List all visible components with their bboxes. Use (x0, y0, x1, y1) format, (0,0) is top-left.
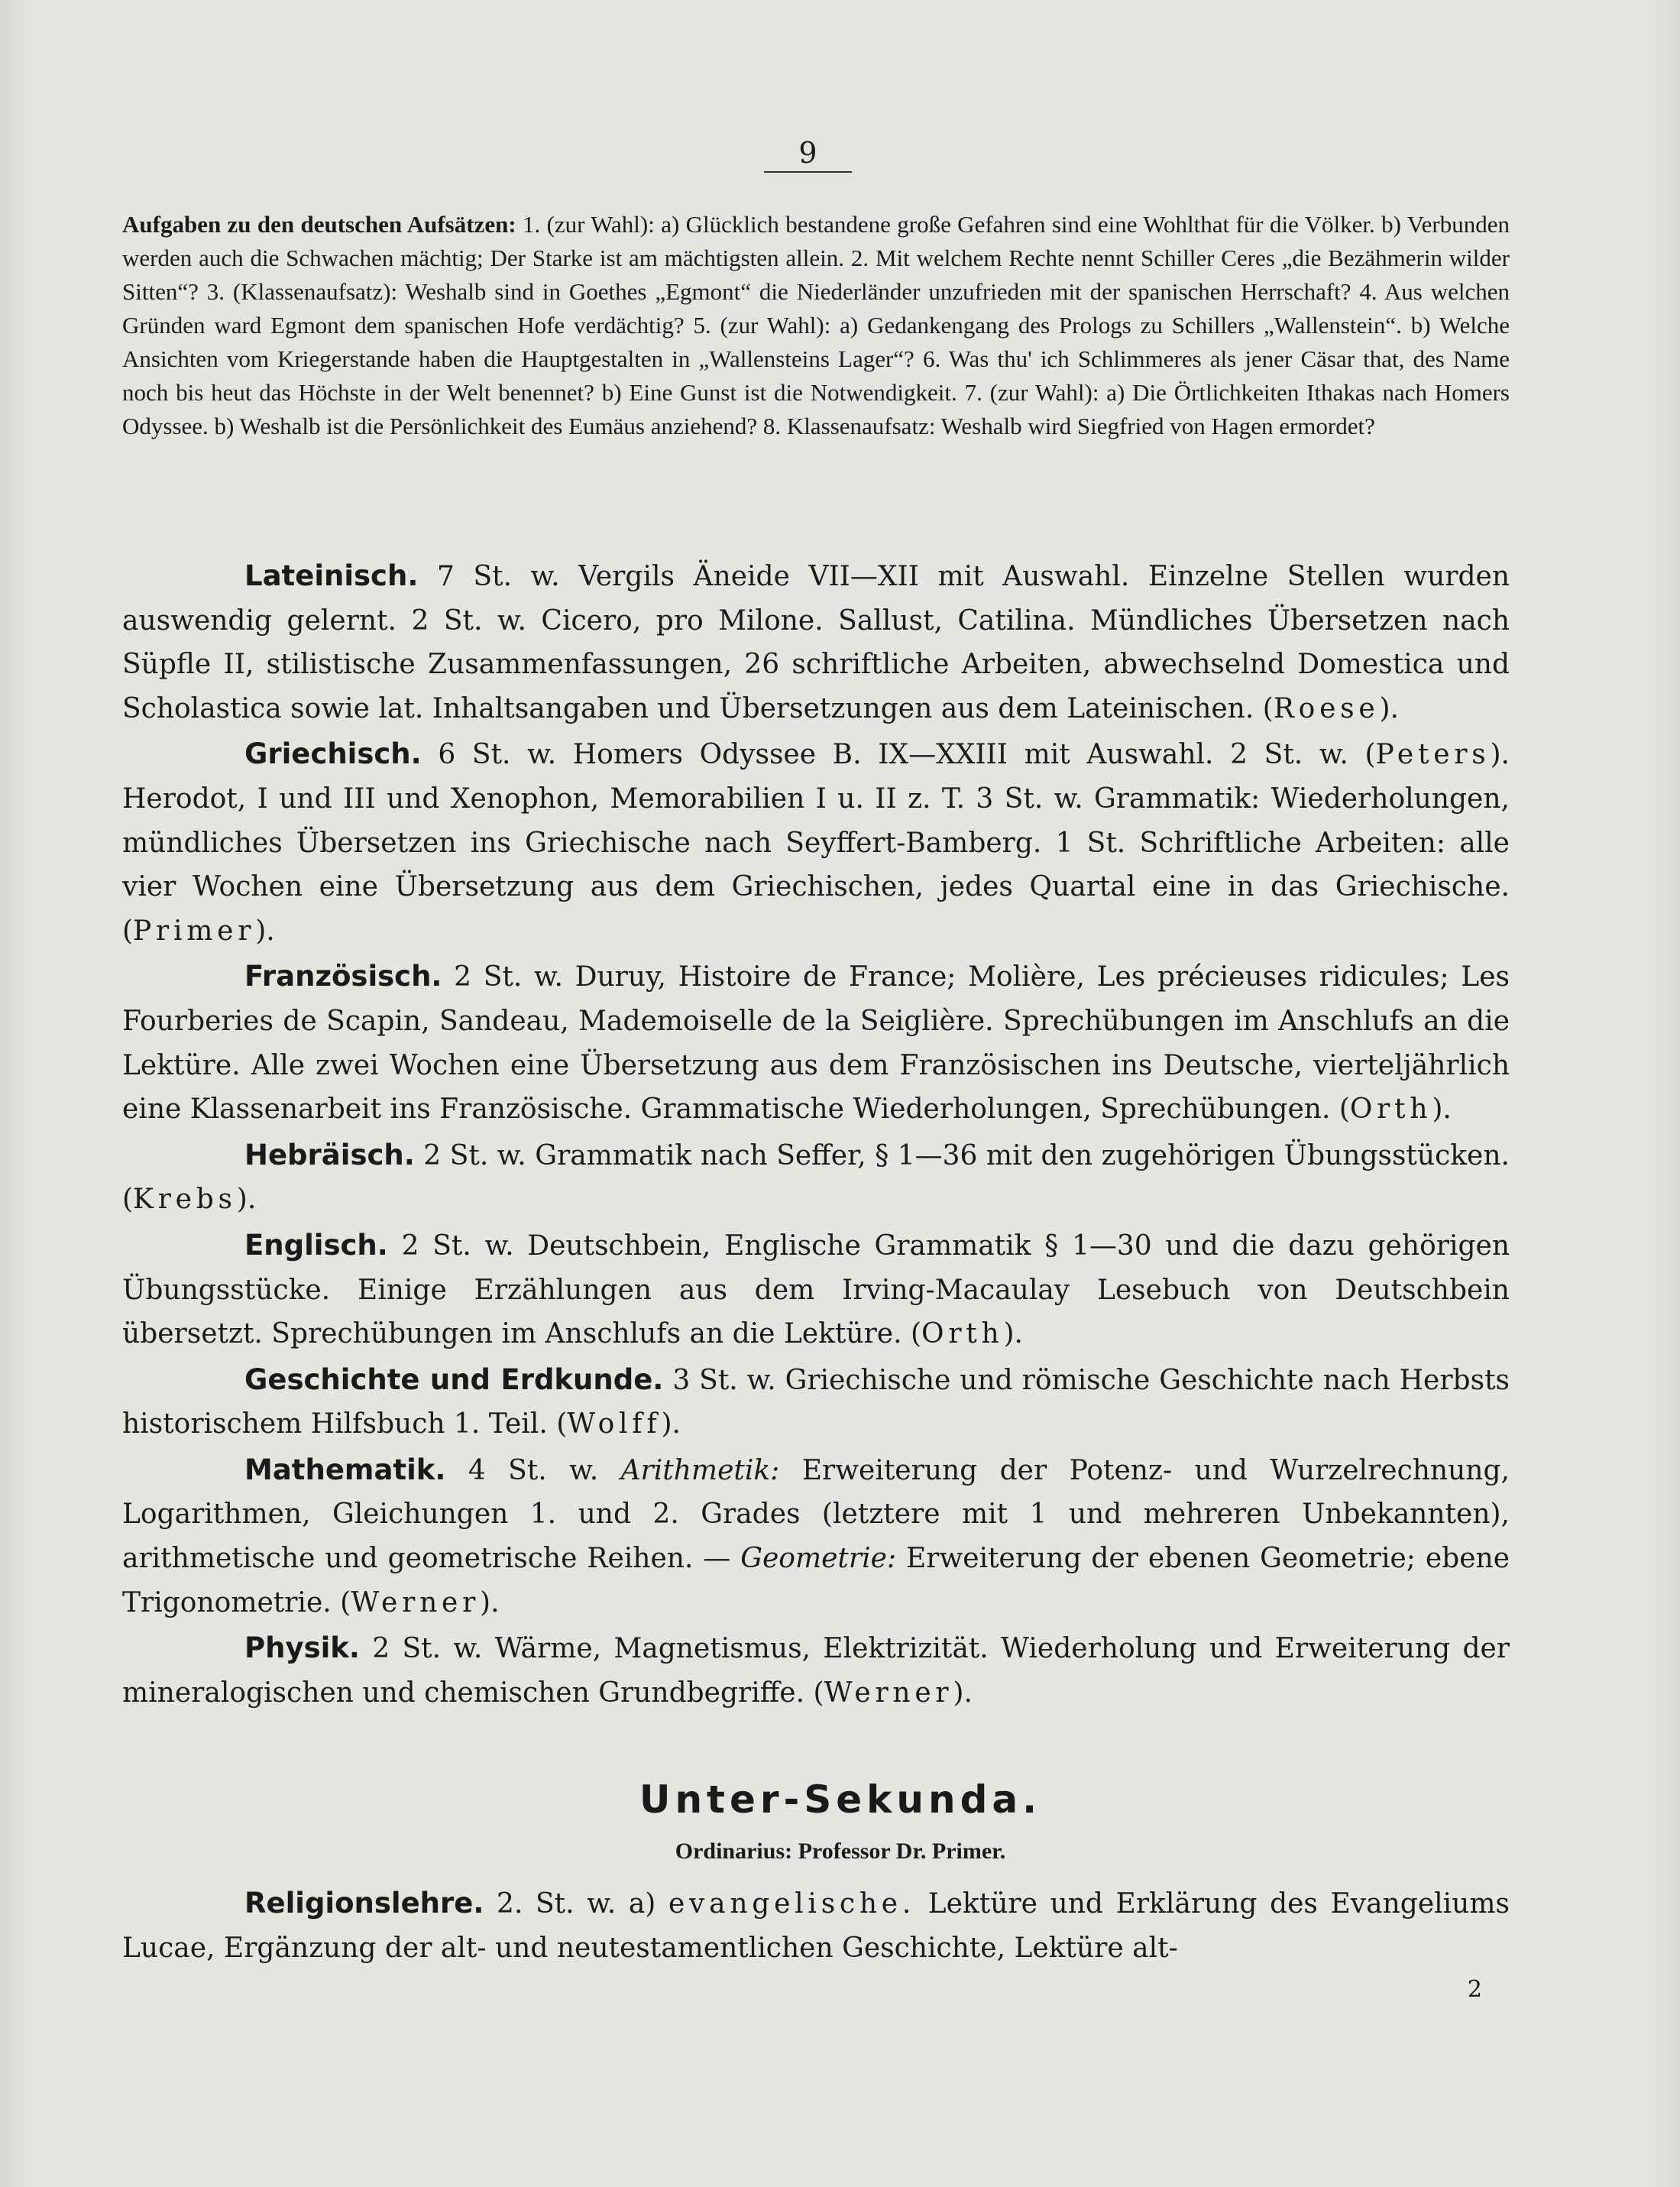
denomination-label: evangelische. (668, 1888, 916, 1920)
teacher-name: Werner (824, 1677, 953, 1709)
subjects-block (122, 554, 1510, 1716)
section-ordinarius: Ordinarius: Professor Dr. Primer. (675, 1839, 1006, 1864)
subject-englisch: Englisch. 2 St. w. Deutschbein, Englische Grammatik § 1—30 und die dazu gehörigen Übungsstücke. Einige Erzählungen aus dem Irving-Macaulay Lesebuch von Deutschbein übersetzt. Sprechübungen im Anschlufs an die Lektüre. (Orth). (122, 1228, 1510, 1350)
subject-heading: Mathematik. (244, 1453, 446, 1486)
essay-topics-paragraph (122, 208, 1510, 443)
essay-topics-lead: Aufgaben zu den deutschen Aufsätzen: (122, 211, 516, 238)
subject-text: 2. St. w. a) (497, 1888, 656, 1920)
subject-text: 2 St. w. Duruy, Histoire de France; Molière, Les précieuses ridicules; Les Fourberies de Scapin, Sandeau, Mademoiselle de la Seiglière. Sprechübungen im Anschlufs an die Lektüre. Alle zwei Wochen eine Übersetzung aus dem Französischen ins Deutsche, vierteljährlich eine Klassenarbeit ins Französische. Grammatische Wiederholungen, Sprechübungen. (122, 961, 1510, 1126)
teacher-name: Wolff (567, 1408, 662, 1440)
subject-text: 7 St. w. Vergils Äneide VII—XII mit Auswahl. Einzelne Stellen wurden auswendig gelernt. 2 St. w. Cicero, pro Milone. Sallust, Catilina. Mündliches Übersetzen nach Süpfle II, stilistische Zusammenfassungen, 26 schriftliche Arbeiten, abwechselnd Domestica und Scholastica sowie lat. Inhaltsangaben und Übersetzungen aus dem Lateinischen. (122, 561, 1510, 724)
subject-label-geometrie: Geometrie: (740, 1543, 897, 1575)
teacher-name: Roese (1273, 692, 1380, 724)
subject-text: 2 St. w. Deutschbein, Englische Grammatik § 1—30 und die dazu gehörigen Übungsstücke. Einige Erzählungen aus dem Irving-Macaulay Lesebuch von Deutschbein übersetzt. Sprechübungen im Anschlufs an die Lektüre. (122, 1230, 1510, 1350)
subject-text: 3 St. w. Griechische und römische Geschichte nach Herbsts historischem Hilfsbuch 1. Teil. (122, 1364, 1510, 1440)
sheet-signature: 2 (1467, 1976, 1482, 2003)
subject-franzoesisch: Französisch. 2 St. w. Duruy, Histoire de France; Molière, Les précieuses ridicules; Les Fourberies de Scapin, Sandeau, Mademoiselle de la Seiglière. Sprechübungen im Anschlufs an die Lektüre. Alle zwei Wochen eine Übersetzung aus dem Französischen ins Deutsche, vierteljährlich eine Klassenarbeit ins Französische. Grammatische Wiederholungen, Sprechübungen. (Orth). (122, 960, 1510, 1126)
page-number-rule (764, 171, 852, 173)
subject-text-2: Herodot, I und III und Xenophon, Memorabilien I u. II z. T. 3 St. w. Grammatik: Wiederholungen, mündliches Übersetzen ins Griechische nach Seyffert-Bamberg. 1 St. Schriftliche Arbeiten: alle vier Wochen eine Übersetzung aus dem Griechischen, jedes Quartal eine in das Griechische. (122, 782, 1510, 903)
teacher-name: Primer (133, 915, 256, 947)
page-number: 9 (798, 136, 817, 170)
subject-heading: Englisch. (244, 1228, 388, 1262)
teacher-name: Orth (921, 1318, 1004, 1350)
essay-topics-text: 1. (zur Wahl): a) Glücklich bestandene große Gefahren sind eine Wohlthat für die Völker. b) Verbunden werden auch die Schwachen mächtig; Der Starke ist am mächtigsten allein. 2. Mit welchem Rechte nennt Schiller Ceres „die Bezähmerin wilder Sitten“? 3. (Klassenaufsatz): Weshalb sind in Goethes „Egmont“ die Niederländer unzufrieden mit der spanischen Herrschaft? 4. Aus welchen Gründen ward Egmont dem spanischen Hofe verdächtig? 5. (zur Wahl): a) Gedankengang des Prologs zu Schillers „Wallenstein“. b) Welche Ansichten vom Kriegerstande haben die Hauptgestalten in „Wallensteins Lager“? 6. Was thu' ich Schlimmeres als jener Cäsar that, des Name noch bis heut das Höchste in der Welt benennet? b) Eine Gunst ist die Notwendigkeit. 7. (zur Wahl): a) Die Örtlichkeiten Ithakas nach Homers Odyssee. b) Weshalb ist die Persönlichkeit des Eumäus anziehend? 8. Klassenaufsatz: Weshalb wird Siegfried von Hagen ermordet? (122, 211, 1510, 439)
subject-mathematik: Mathematik. 4 St. w. Arithmetik: Erweiterung der Potenz- und Wurzelrechnung, Logarithmen, Gleichungen 1. und 2. Grades (letztere mit 1 und mehreren Unbekannten), arithmetische und geometrische Reihen. — Geometrie: Erweiterung der ebenen Geometrie; ebene Trigonometrie. (Werner). (122, 1453, 1510, 1618)
subject-griechisch: Griechisch. 6 St. w. Homers Odyssee B. IX—XXIII mit Auswahl. 2 St. w. (Peters). Herodot, I und III und Xenophon, Memorabilien I u. II z. T. 3 St. w. Grammatik: Wiederholungen, mündliches Übersetzen ins Griechische nach Seyffert-Bamberg. 1 St. Schriftliche Arbeiten: alle vier Wochen eine Übersetzung aus dem Griechischen, jedes Quartal eine in das Griechische. (Primer). (122, 737, 1510, 947)
teacher-name: Krebs (133, 1184, 237, 1216)
subject-hebraeisch: Hebräisch. 2 St. w. Grammatik nach Seffer, § 1—36 mit den zugehörigen Übungsstücken. (Krebs). (122, 1138, 1510, 1216)
subject-geschichte: Geschichte und Erdkunde. 3 St. w. Griechische und römische Geschichte nach Herbsts historischem Hilfsbuch 1. Teil. (Wolff). (122, 1362, 1510, 1440)
subject-text-2: Lektüre und Erklärung des Evangeliums Lucae, Ergänzung der alt- und neutestamentlichen Geschichte, Lektüre alt- (122, 1888, 1510, 1964)
subject-text: 2 St. w. Wärme, Magnetismus, Elektrizität. Wiederholung und Erweiterung der mineralogischen und chemischen Grundbegriffe. (122, 1633, 1510, 1709)
teacher-name: Werner (351, 1586, 481, 1618)
subject-heading: Französisch. (244, 960, 442, 993)
subject-heading: Lateinisch. (244, 559, 419, 592)
subject-text: Erweiterung der Potenz- und Wurzelrechnung, Logarithmen, Gleichungen 1. und 2. Grades (letztere mit 1 und mehreren Unbekannten), arithmetische und geometrische Reihen. — (122, 1454, 1510, 1575)
subject-text: 2 St. w. Grammatik nach Seffer, § 1—36 mit den zugehörigen Übungsstücken. (423, 1139, 1510, 1171)
subject-religion (122, 1881, 1510, 1970)
subject-physik: Physik. 2 St. w. Wärme, Magnetismus, Elektrizität. Wiederholung und Erweiterung der mineralogischen und chemischen Grundbegriffe. (Werner). (122, 1631, 1510, 1709)
religion-block (122, 1881, 1510, 1972)
subject-heading: Physik. (244, 1631, 360, 1665)
subject-label-arithmetik: Arithmetik: (620, 1454, 780, 1486)
subject-heading: Griechisch. (244, 737, 422, 771)
section-title: Unter-Sekunda. (639, 1777, 1042, 1822)
subject-heading: Religionslehre. (244, 1887, 484, 1920)
subject-text: 6 St. w. Homers Odyssee B. IX—XXIII mit Auswahl. 2 St. w. (438, 739, 1348, 771)
subject-text: 4 St. w. (468, 1454, 599, 1486)
subject-text: Erweiterung der ebenen Geometrie; ebene Trigonometrie. (122, 1543, 1510, 1618)
teacher-name: Peters (1375, 739, 1491, 771)
teacher-name: Orth (1349, 1094, 1432, 1126)
subject-latein: Lateinisch. 7 St. w. Vergils Äneide VII—XII mit Auswahl. Einzelne Stellen wurden auswendig gelernt. 2 St. w. Cicero, pro Milone. Sallust, Catilina. Mündliches Übersetzen nach Süpfle II, stilistische Zusammenfassungen, 26 schriftliche Arbeiten, abwechselnd Domestica und Scholastica sowie lat. Inhaltsangaben und Übersetzungen aus dem Lateinischen. (Roese). (122, 559, 1510, 724)
subject-heading: Hebräisch. (244, 1138, 415, 1171)
subject-heading: Geschichte und Erdkunde. (244, 1362, 664, 1396)
